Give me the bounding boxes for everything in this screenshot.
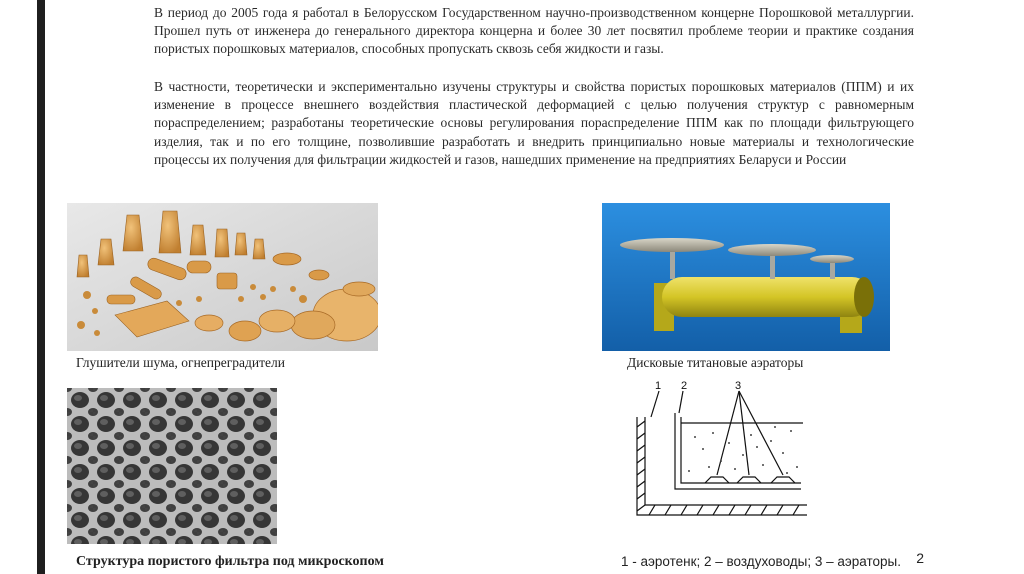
- aerators-caption: Дисковые титановые аэраторы: [627, 355, 804, 370]
- intro-paragraph: В период до 2005 года я работал в Белорусском Государственном научно-производственном концерне Порошковой металлургии. Прошел путь от инженера до генерального директора концерна и более 30 лет посвятил проблеме теории и практике создания пористых порошковых материалов, способных пропускать сквозь себя жидкости и газы.: [154, 5, 914, 57]
- aerator-photo: [602, 203, 890, 351]
- aerotank-diagram: [625, 377, 809, 541]
- slide-number: 2: [916, 550, 924, 566]
- diagram-label-2: 2: [681, 380, 688, 392]
- diagram-label-1: 1: [655, 380, 662, 392]
- slide-left-bar: [37, 0, 45, 574]
- research-paragraph: В частности, теоретически и экспериментально изучены структуры и свойства пористых порошковых материалов (ППМ) и их изменение в процессе внешнего воздействия пластической деформацией с целью получения структур с равномерным пораспределением; разработаны теоретические основы регулирования пораспределение ППМ как по площади фильтрующего изделия, так и по его толщине, позволившие разработать и внедрить принципиально новые материалы и технологические процессы их получения для фильтрации жидкостей и газов, нашедших применение на предприятиях Беларуси и России: [154, 79, 914, 167]
- mufflers-caption: Глушители шума, огнепреградители: [76, 355, 285, 370]
- diagram-legend-caption: 1 - аэротенк; 2 – воздуховоды; 3 – аэраторы.: [621, 554, 901, 569]
- microscope-caption: Структура пористого фильтра под микроскопом: [76, 554, 384, 569]
- microscope-structure-photo: [67, 388, 277, 544]
- diagram-label-3: 3: [735, 380, 742, 392]
- filter-parts-photo: [67, 203, 378, 351]
